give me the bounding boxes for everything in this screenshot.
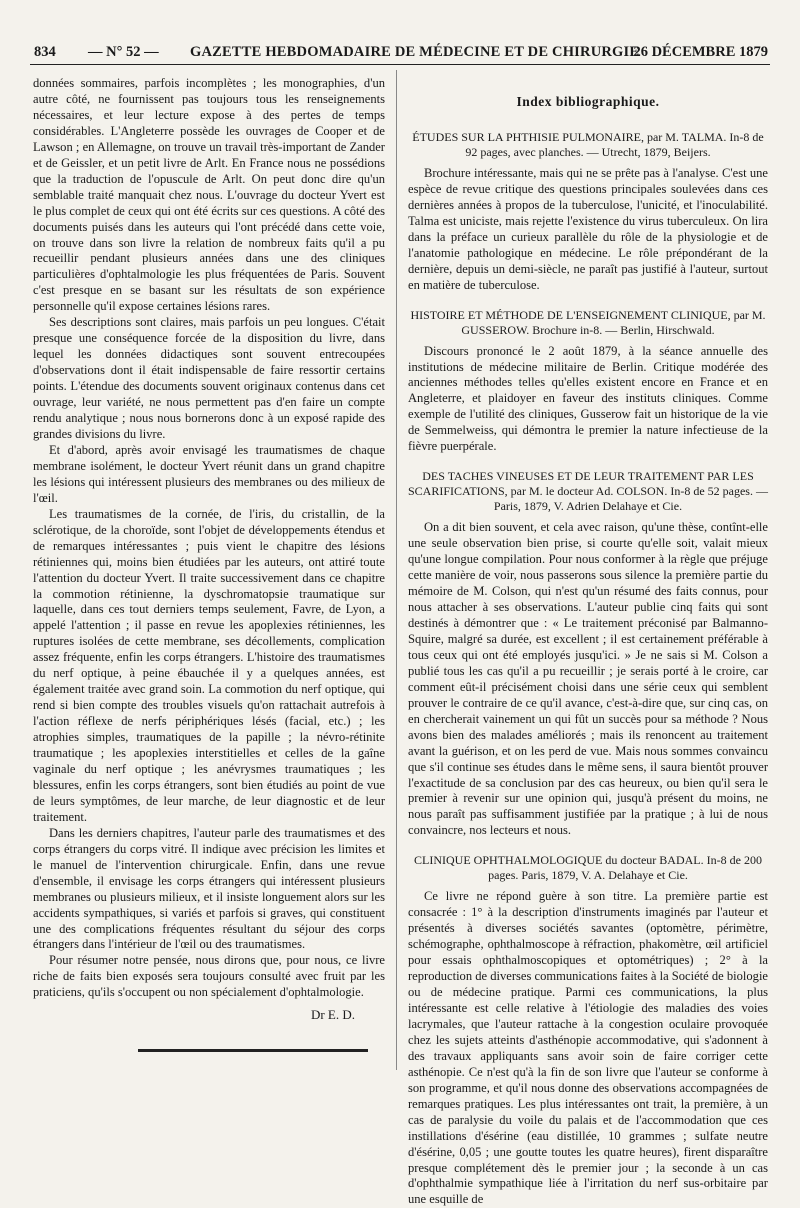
entry-heading: DES TACHES VINEUSES ET DE LEUR TRAITEMENT PAR LES SCARIFICATIONS, par M. le docteur Ad. COLSON. In-8 de 52 pages. — Paris, 1879, V. Adrien Delahaye et Cie. bbox=[408, 469, 768, 514]
entry-heading: HISTOIRE ET MÉTHODE DE L'ENSEIGNEMENT CLINIQUE, par M. GUSSEROW. Brochure in-8. — Berlin, Hirschwald. bbox=[410, 307, 766, 337]
end-rule bbox=[138, 1049, 368, 1052]
paragraph: Et d'abord, après avoir envisagé les traumatismes de chaque membrane isolément, le docteur Yvert réunit dans un grand chapitre les lésions qui intéressent plusieurs des membranes ou des milieux de l'œil. bbox=[33, 442, 385, 505]
entry-heading: CLINIQUE OPHTHALMOLOGIQUE du docteur BADAL. In-8 de 200 pages. Paris, 1879, V. A. Delahaye et Cie. bbox=[414, 853, 762, 883]
author-signature: Dr E. D. bbox=[310, 1007, 355, 1023]
entry-body: On a dit bien souvent, et cela avec raison, qu'une thèse, contînt-elle une seule observation bien prise, si courte qu'elle soit, valait mieux qu'une longue compilation. Pour nous conformer à la règle que préjuge cette manière de voir, nous passerons sous silence la première partie du mémoire de M. Colson, qui n'est qu'un résumé des faits connus, pour nous attacher à ses observations. L'auteur publie cinq faits qui sont destinés à démontrer que : « Le traitement préconisé par Balmanno-Squire, malgré sa durée, est excellent ; il est certainement préférable à tous ceux qui ont été employés jusqu'ici. » Je ne sais si M. Colson a publié tous les cas qu'il a pu recueillir ; je serais porté à le croire, car comment eût-il précisément choisi dans une série ceux qui semblent prouver le contraire de ce qu'il avance, c'est-à-dire que, sur cinq cas, on en chercherait vainement un qui fût un succès pour sa méthode ? Nous avons bien des malades améliorés ; mais ils renoncent au traitement avant la guérison, et on les perd de vue. Mais nous sommes convaincu que s'il continue ses études dans le même sens, il saura bientôt prouver l'exactitude de sa conclusion par des cas heureux, ou bien qu'il sera le premier à revenir sur une opinion qui, jusqu'à présent du moins, ne nous paraît pas suffisamment justifiée par la pratique ; à lui de nous convaincre, nos lecteurs et nous. bbox=[408, 520, 768, 838]
paragraph: Dans les derniers chapitres, l'auteur parle des traumatismes et des corps étrangers du corps vitré. Il indique avec précision les limites et le manuel de l'intervention chirurgicale. Enfin, dans une revue d'ensemble, il envisage les corps étrangers qui intéressent plusieurs membranes ou plusieurs milieux, et il insiste longuement alors sur les accidents sympathiques, si variés et parfois si graves, qui constituent une des complications fréquentes résultant du séjour des corps étrangers dans l'intérieur de l'œil ou des traumatismes. bbox=[33, 825, 385, 952]
paragraph: Ses descriptions sont claires, mais parfois un peu longues. C'était presque une conséquence forcée de la disposition du livre, dans lequel les données didactiques sont souvent entrecoupées d'observations dont il était indispensable de faire ressortir certains points. L'étendue des documents souvent originaux contenus dans cet ouvrage, leur variété, ne nous permettent pas d'en faire un compte rendu analytique ; nous nous bornerons donc à un exposé rapide des grandes divisions du livre. bbox=[33, 315, 385, 441]
running-header bbox=[30, 42, 770, 65]
entry-body: Ce livre ne répond guère à son titre. La première partie est consacrée : 1° à la description d'instruments imaginés par l'auteur et présentés à diverses sociétés savantes (optomètre, périmètre, schémographe, ophthalmoscope à réfraction, phakomètre, œil artificiel pour essais ophthalmoscopiques et optométriques) ; 2° à la reproduction de diverses communications faites à la Société de biologie ou de médecine pratique. Parmi ces communications, la plus intéressante est celle relative à l'étiologie des maladies des voies lacrymales, que l'auteur rattache à la congestion oculaire provoquée chez les sujets atteints d'asthénopie accommodative, qui s'adonnent à des travaux appliquants sans avoir soin de faire corriger cette asthénopie. Ce n'est qu'à la fin de son livre que l'auteur se conforme à son programme, et qu'il nous donne des observations accompagnées de remarques pratiques. Les plus intéressantes ont trait, la première, à un cas de paralysie du voile du palais et de l'accommodation que ces instillations d'ésérine (eau distillée, 10 grammes ; sulfate neutre d'ésérine, 0,05 ; une goutte toutes les quatre heures), firent disparaître presque complétement dès le premier jour ; la seconde à un cas d'ophthalmie sympathique liée à l'irritation du nerf sus-orbitaire par une esquille de bbox=[408, 889, 768, 1207]
journal-title: GAZETTE HEBDOMADAIRE DE MÉDECINE ET DE CHIRURGIE bbox=[190, 44, 640, 60]
column-divider bbox=[396, 70, 397, 1070]
section-title: Index bibliographique. bbox=[516, 94, 660, 109]
page-number: 834 bbox=[34, 44, 56, 60]
entry-body: Brochure intéressante, mais qui ne se prête pas à l'analyse. C'est une espèce de revue critique des questions principales soulevées dans ces dernières années à propos de la tuberculose, l'unicité, et l'inoculabilité. Talma est uniciste, mais rejette l'existence du virus tuberculeux. On lira dans la préface un curieux parallèle du rôle de la physiologie et de l'anatomie pathologique en médecine. Le rôle prépondérant de la dernière, depuis un demi-siècle, ne paraît pas justifié à l'auteur, surtout en matière de tuberculose. bbox=[408, 165, 768, 292]
entry-heading: ÉTUDES SUR LA PHTHISIE PULMONAIRE, par M. TALMA. In-8 de 92 pages, avec planches. — Utrecht, 1879, Beijers. bbox=[412, 129, 764, 159]
paragraph: Pour résumer notre pensée, nous dirons que, pour nous, ce livre riche de faits bien exposés sera toujours consulté avec fruit par les praticiens, qu'ils s'occupent ou non spécialement d'ophtalmologie. bbox=[33, 953, 385, 1000]
left-column bbox=[33, 76, 385, 1087]
paragraph: Les traumatismes de la cornée, de l'iris, du cristallin, de la sclérotique, de la choroïde, sont l'objet de développements étendus et de remarques intéressantes ; puis vient le chapitre des lésions rétiniennes qui, moins bien étudiées par les auteurs, ont attiré toute l'attention du docteur Yvert. Il traite successivement dans ce chapitre la commotion rétinienne, la dyschromatopsie traumatique sur laquelle, dans ces tout derniers temps seulement, Favre, de Lyon, a appelé l'attention ; il passe en revue les apoplexies rétiniennes, les ruptures isolées de cette membrane, ses décollements, complication assez fréquente, enfin les corps étrangers. L'histoire des traumatismes du nerf optique, à peine ébauchée il y a quelques années, est également traitée avec grand soin. La commotion du nerf optique, qui rend si bien compte des troubles visuels qu'on rattachait autrefois à l'action réflexe de nerfs périphériques lésés (facial, etc.) ; les atrophies simples, traumatiques de la papille ; la névro-rétinite traumatique ; les apoplexies interstitielles et celles de la gaîne vaginale du nerf optique ; les anévrysmes traumatiques ; les blessures, enfin les corps étrangers, sont bien étudiés au point de vue de leurs symptômes, de leur marche, de leur diagnostic et de leur traitement. bbox=[33, 506, 385, 824]
paragraph: données sommaires, parfois incomplètes ; les monographies, d'un autre côté, ne fournissent pas toujours tous les renseignements nécessaires, et leur lecture expose à des pertes de temps considérables. L'Angleterre possède les ouvrages de Cooper et de Lawson ; en Allemagne, on trouve un travail très-important de Zander et de Geissler, et un petit livre de Arlt. En France nous ne possédions que la traduction de l'opuscule de Arlt. On peut donc dire qu'un semblable traité manquait chez nous. L'ouvrage du docteur Yvert est le plus complet de ceux qui ont été écrits sur ces questions. A côté des documents puisés dans les auteurs qui l'ont précédé dans cette voie, on trouve dans son livre la relation de nombreux faits qu'il a pu recueillir pendant plusieurs années dans une des cliniques particulières d'ophtalmologie les plus fréquentées de Paris. Souvent c'est presque en se basant sur les résultats de son expérience personnelle qu'il expose certaines lésions rares. bbox=[33, 76, 385, 314]
entry-body: Discours prononcé le 2 août 1879, à la séance annuelle des institutions de médecine militaire de Berlin. Critique modérée des anciennes méthodes telles qu'elles existent encore en France et en Angleterre, et plaidoyer en faveur des instituts cliniques. Comme exemple de l'utilité des cliniques, Gusserow fait un historique de la vie de Semmelweiss, qui démontra le premier la nature infectieuse de la fièvre puerpérale. bbox=[408, 343, 768, 454]
right-column bbox=[408, 76, 768, 1207]
issue-date: 26 DÉCEMBRE 1879 bbox=[633, 44, 768, 60]
issue-number: — N° 52 — bbox=[88, 44, 159, 60]
